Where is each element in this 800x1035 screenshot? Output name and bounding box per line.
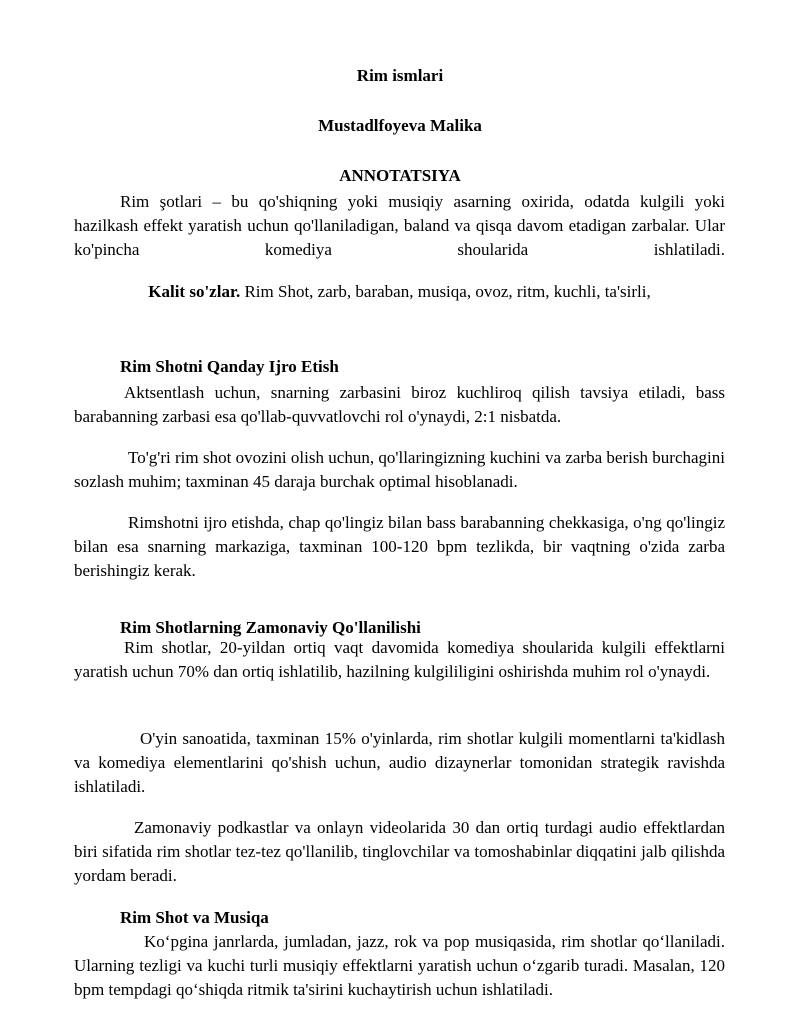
keywords-line bbox=[74, 282, 725, 302]
section-paragraph: To'g'ri rim shot ovozini olish uchun, qo'llaringizning kuchini va zarba berish burchagini sozlash muhim; taxminan 45 daraja burchak optimal hisoblanadi. bbox=[74, 448, 725, 491]
section-paragraph: Aktsentlash uchun, snarning zarbasini biroz kuchliroq qilish tavsiya etiladi, bass barabanning zarbasi esa qo'llab-quvvatlovchi rol o'ynaydi, 2:1 nisbatda. bbox=[74, 383, 725, 426]
section-heading: Rim Shotlarning Zamonaviy Qo'llanilishi bbox=[120, 618, 421, 637]
keywords-label: Kalit so'zlar. bbox=[148, 282, 241, 301]
section-heading: Rim Shot va Musiqa bbox=[120, 908, 269, 927]
document-title: Rim ismlari bbox=[356, 66, 444, 85]
author-name: Mustadlfoyeva Malika bbox=[318, 116, 482, 135]
keywords-text: Rim Shot, zarb, baraban, musiqa, ovoz, ritm, kuchli, ta'sirli, bbox=[240, 282, 651, 301]
section-heading: Rim Shotni Qanday Ijro Etish bbox=[120, 357, 339, 376]
section-paragraph: Rim shotlar, 20-yildan ortiq vaqt davomida komediya shoularida kulgili effektlarni yaratish uchun 70% dan ortiq ishlatilib, hazilning kulgililigini oshirishda muhim rol o'ynaydi. bbox=[74, 638, 725, 681]
section-paragraph: Rimshotni ijro etishda, chap qo'lingiz bilan bass barabanning chekkasiga, o'ng qo'lingiz bilan esa snarning markaziga, taxminan 100-120 bpm tezlikda, bir vaqtning o'zida zarba berishingiz kerak. bbox=[74, 513, 725, 580]
annotation-text: Rim şotlari – bu qo'shiqning yoki musiqiy asarning oxirida, odatda kulgili yoki hazilkash effekt yaratish uchun qo'llaniladigan, baland va qisqa davom etadigan zarbalar. Ular ko'pincha komediya shoularida ishlatiladi. bbox=[74, 192, 725, 259]
annotation-heading: ANNOTATSIYA bbox=[339, 166, 461, 185]
section-paragraph: Zamonaviy podkastlar va onlayn videolarida 30 dan ortiq turdagi audio effektlardan biri sifatida rim shotlar tez-tez qo'llanilib, tinglovchilar va tomoshabinlar diqqatini jalb qilishda yordam beradi. bbox=[74, 818, 725, 885]
section-paragraph: O'yin sanoatida, taxminan 15% o'yinlarda, rim shotlar kulgili momentlarni ta'kidlash va komediya elementlarini qo'shish uchun, audio dizaynerlar tomonidan strategik ravishda ishlatiladi. bbox=[74, 729, 725, 796]
section-paragraph: Ko‘pgina janrlarda, jumladan, jazz, rok va pop musiqasida, rim shotlar qo‘llaniladi. Ularning tezligi va kuchi turli musiqiy effektlarni yaratish uchun o‘zgarib turadi. Masalan, 120 bpm tempdagi qo‘shiqda ritmik ta'sirini kuchaytirish uchun ishlatiladi. bbox=[74, 932, 725, 999]
